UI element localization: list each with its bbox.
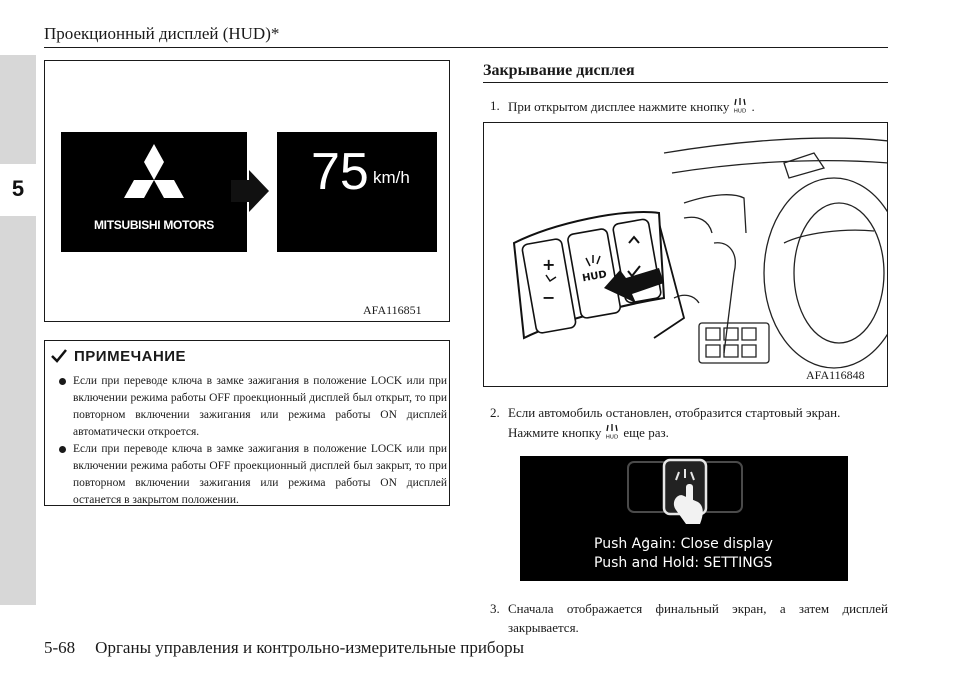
- mitsubishi-logo-icon: [61, 132, 247, 212]
- screen-line-close: Push Again: Close display: [594, 536, 773, 552]
- note-item: Если при переводе ключа в замке зажигания в положение LOCK или при включении режима работы OFF проекционный дисплей был закрыт, то при повторном включении зажигания или режима работы ON дисплей останется в закрытом положении.: [55, 441, 447, 509]
- svg-text:HUD: HUD: [581, 269, 608, 285]
- hud-button-icon: [603, 422, 621, 445]
- check-icon: [50, 348, 68, 364]
- note-item: Если при переводе ключа в замке зажигания в положение LOCK или при включении режима работы OFF проекционный дисплей был открыт, то при повторном включении зажигания или режима работы ON дисплей автоматически откроется.: [55, 373, 447, 441]
- section-rule: [483, 82, 888, 83]
- bullet-icon: [59, 378, 66, 385]
- logo-screen: [61, 132, 247, 252]
- side-bar: [0, 55, 36, 605]
- note-title: ПРИМЕЧАНИЕ: [74, 347, 187, 365]
- chapter-number: 5: [11, 176, 25, 201]
- screen-line-settings: Push and Hold: SETTINGS: [594, 555, 773, 571]
- arrow-right-icon: [229, 168, 271, 214]
- step-1: 1. При открытом дисплее нажмите кнопку HUD .: [490, 96, 888, 119]
- page-number: 5-68: [44, 638, 76, 657]
- svg-text:HUD: HUD: [606, 434, 619, 440]
- hud-selection-graphic: [520, 456, 848, 526]
- figure-code: AFA116851: [363, 303, 422, 317]
- bullet-icon: [59, 446, 66, 453]
- logo-text: MITSUBISHI MOTORS: [93, 218, 214, 232]
- speed-screen: [277, 132, 437, 252]
- figure-code: AFA116848: [806, 368, 865, 382]
- note-box: [44, 340, 450, 506]
- speed-value: 75: [311, 143, 369, 201]
- figure-hud-button-location: [483, 122, 888, 387]
- svg-text:HUD: HUD: [734, 108, 747, 114]
- footer-section: Органы управления и контрольно-измерительные приборы: [95, 638, 524, 657]
- section-title: Закрывание дисплея: [483, 62, 635, 79]
- hud-button-icon: [731, 96, 749, 119]
- page-header-title: Проекционный дисплей (HUD)*: [44, 24, 280, 43]
- dashboard-illustration: [484, 123, 888, 387]
- hud-screen: [520, 456, 848, 581]
- step-3: 3. Сначала отображается финальный экран, а затем дисплей закрывается.: [490, 601, 888, 635]
- header-rule: [44, 47, 888, 48]
- speed-unit: km/h: [373, 168, 410, 187]
- step-2: 2. Если автомобиль остановлен, отобразится стартовый экран. Нажмите кнопку HUD еще раз.: [490, 403, 888, 445]
- svg-text:−: −: [542, 288, 556, 307]
- figure-startup-screens: [44, 60, 450, 322]
- note-header: [50, 346, 186, 366]
- svg-text:+: +: [542, 255, 556, 274]
- page-footer: [44, 638, 524, 658]
